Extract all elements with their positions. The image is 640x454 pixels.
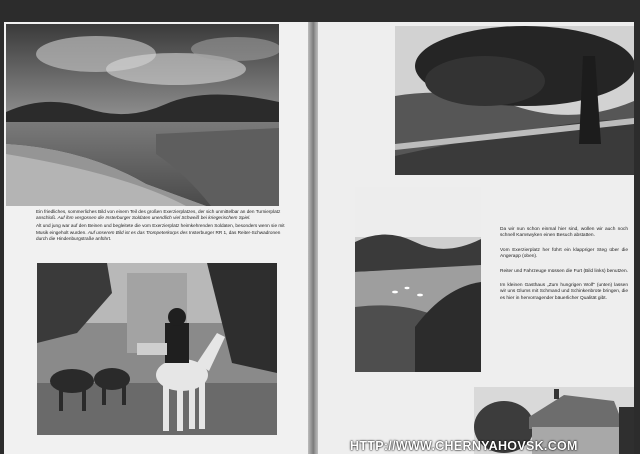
caption-steg: Vom Exerzierplatz her führt ein klappriger Steg über die Angerapp (oben).: [500, 247, 628, 260]
caption-line: Auf ihm vergossen die Insterburger Soldaten unendlich viel Schweiß: [57, 215, 200, 221]
caption-line: Auf unserem Bild ist es das Trompeterkorps des: [87, 229, 188, 235]
caption-line: bei kriegerischem Spiel.: [200, 215, 251, 221]
right-page: [318, 22, 634, 454]
cavalry-parade-photo: [37, 263, 277, 435]
caption-kamswyken: Da wir nun schon einmal hier sind, wollen wir auch noch schnell Kamswyken einen Besuch abstatten.: [500, 227, 628, 239]
caption-furt: Reiter und Fahrzeuge müssen die Furt (Bild links) benutzen.: [500, 268, 628, 274]
field-landscape-photo: [6, 24, 279, 206]
caption-line: an den Turnierplatz anschloß.: [36, 209, 281, 221]
right-captions: [500, 227, 628, 304]
watermark-url: HTTP://WWW.CHERNYAHOVSK.COM: [350, 439, 578, 453]
left-page: [4, 22, 311, 454]
caption-line: Ein friedliches, sommerliches Bild von einem Teil des großen Exerzierplatzes, der sich unmittelbar: [36, 209, 239, 214]
caption-line: Alt und jung war auf den Beinen und begleitete die vom Exerzierplatz heimkehrenden Soldaten,: [36, 223, 235, 229]
caption-line: Insterburger RR 1, das Reiter-Schwadronen durch die Hindenburgstraße anführt.: [36, 229, 281, 241]
caption-gasthaus: Im kleinen Gasthaus „Zum hungrigen Wolf" (unten) lassen wir uns Glums mit Schmand und Schinkenbrote bringen, die es hier in hervorragender bäuerlicher Qualität gibt.: [500, 283, 628, 301]
left-caption-top: [36, 209, 286, 244]
river-ford-photo: [355, 187, 481, 372]
caption-line: besonders wenn sie mit Musik eingeholt wurden.: [36, 223, 285, 235]
tree-embankment-photo: [395, 26, 634, 175]
